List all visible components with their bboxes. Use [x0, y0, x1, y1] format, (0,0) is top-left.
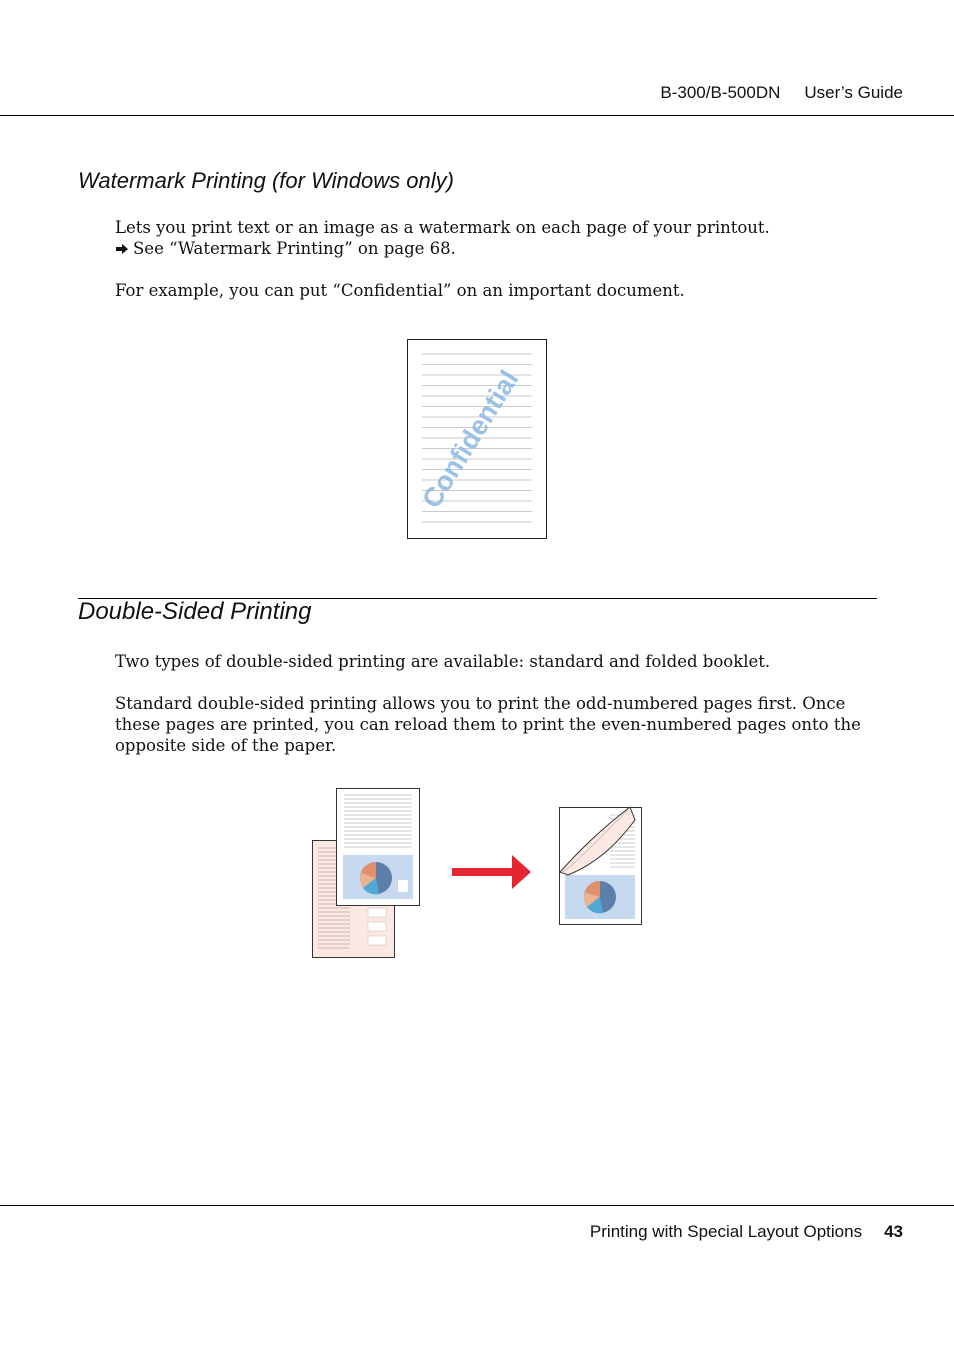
watermark-text: Confidential	[416, 365, 525, 514]
watermark-example: For example, you can put “Confidential” on an important document.	[115, 281, 685, 300]
footer-rule	[0, 1205, 954, 1206]
watermark-see-link[interactable]: See “Watermark Printing” on page 68.	[133, 239, 456, 258]
right-arrow-icon	[452, 855, 531, 889]
page-number: 43	[884, 1222, 903, 1241]
double-sided-para-2: Standard double-sided printing allows you to print the odd-numbered pages first. Once these pages are printed, you can reload them to print the even-numbered pages onto the opposite side of the paper.	[115, 694, 861, 755]
running-header	[660, 83, 903, 103]
front-page-icon	[337, 789, 420, 906]
double-sided-heading: Double-Sided Printing	[78, 598, 312, 625]
double-sided-illustration	[300, 780, 650, 965]
header-guide: User’s Guide	[804, 83, 903, 102]
running-footer	[590, 1222, 903, 1242]
double-sided-para-1: Two types of double-sided printing are available: standard and folded booklet.	[115, 652, 771, 671]
footer-chapter: Printing with Special Layout Options	[589, 1222, 863, 1241]
watermark-heading: Watermark Printing (for Windows only)	[78, 168, 454, 193]
watermark-see-reference[interactable]	[115, 238, 880, 259]
right-arrow-icon	[115, 238, 129, 259]
watermark-illustration	[406, 338, 548, 540]
watermark-intro: Lets you print text or an image as a watermark on each page of your printout.	[115, 218, 770, 237]
folded-page-icon	[560, 807, 642, 925]
header-model: B-300/B-500DN	[660, 83, 781, 102]
watermark-intro-block	[115, 217, 880, 259]
header-rule	[0, 115, 954, 116]
